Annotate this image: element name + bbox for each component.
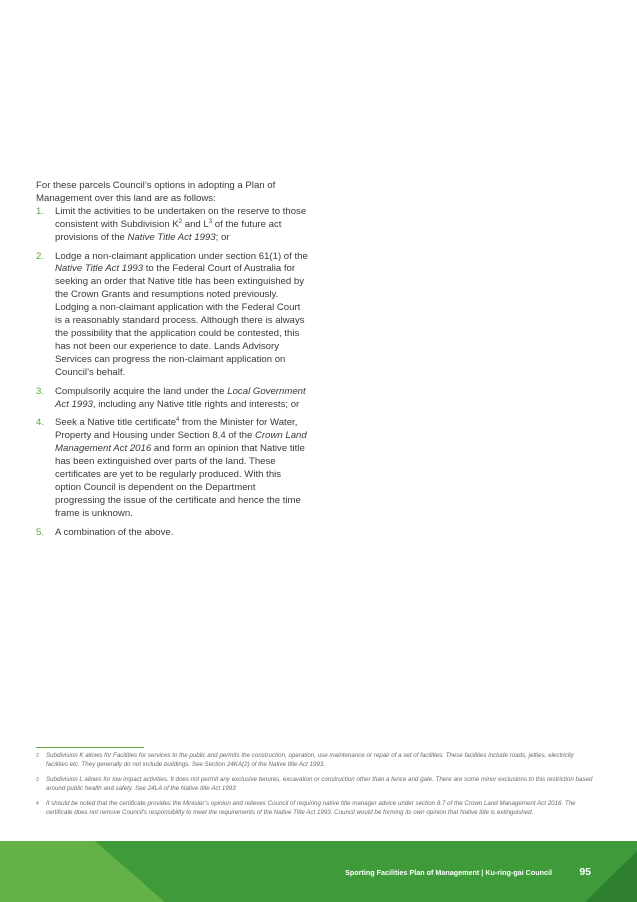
list-item-text: Lodge a non-claimant application under section 61(1) of the Native Title Act 1993 to the Federal Court of Australia for seeking an order that Native title has been extinguished by the Crown Grants and resumptions noted previously. Lodging a non-claimant application with the Federal Court is a reasonably standard process. Although there is always the possibility that the application could be contested, this has not been our experience to date. Lands Advisory Services can progress the non-claimant application on Council’s behalf. — [55, 250, 308, 378]
list-item-text: Limit the activities to be undertaken on the reserve to those consistent with Subdivision $K^2$ and $L^3$ of the future act provisions of the Native Title Act 1993; or — [55, 205, 307, 243]
list-number: 4. — [36, 417, 45, 429]
footnote-number: 2 — [36, 753, 39, 759]
list-number: 3. — [36, 385, 45, 397]
footnote — [36, 800, 596, 817]
list-item-text: A combination of the above. — [55, 526, 174, 538]
list-number: 5. — [36, 526, 45, 538]
options-list — [36, 206, 308, 540]
intro-paragraph: For these parcels Council’s options in adopting a Plan of Management over this land are as follows: — [36, 180, 276, 204]
list-item — [36, 527, 308, 540]
list-item-continuation: Lodging a non-claimant application with the Federal Court is a reasonably standard process. Although there is always the possibility that the application could be contested, this has not been our experience to date. Lands Advisory Services can progress the non-claimant application on Council’s behalf. — [55, 302, 305, 378]
list-item — [36, 386, 308, 412]
list-item — [36, 206, 308, 245]
main-content — [36, 180, 308, 546]
footnote-ref: 4 — [176, 417, 180, 424]
list-item — [36, 417, 308, 520]
page-footer — [0, 841, 637, 902]
list-item-text: Seek a Native title certificate$^4$ from the Minister for Water, Property and Housing under Section 8.4 of the Crown Land Management Act 2016 and form an opinion that Native title has been extinguished over parts of the land. These certificates are yet to be regularly produced. With this option Council is dependent on the Department progressing the issue of the certificate and hence the time frame is unknown. — [55, 417, 307, 519]
footnote-text: Subdivision K allows for Facilities for services to the public and permits the construction, operation, use maintenance or repair of a set of facilities. These facilities include roads, jetties, electricity facilities etc. They generally do not include buildings. See Section 24KA(2) of the Native title Act 1993. — [46, 752, 574, 768]
footnote-ref: 2 — [178, 218, 183, 225]
list-number: 2. — [36, 250, 45, 262]
list-number: 1. — [36, 205, 45, 217]
footnote — [36, 776, 596, 793]
footnote-divider — [36, 747, 144, 748]
footnote — [36, 752, 596, 769]
footnote-text: It should be noted that the certificate provides the Minister’s opinion and relieves Council of requiring native title manager advice under section 8.7 of the Crown Land Management Act 2016. The certificate does not remove Council’s responsibility to meet the requirements of the Native Title Act 1993. Council would be forming its own opinion that Native title is extinguished. — [46, 800, 576, 816]
list-item — [36, 251, 308, 380]
footnote-number: 3 — [36, 777, 39, 784]
footer-title: Sporting Facilities Plan of Management | Ku-ring-gai Council — [345, 868, 552, 877]
footnotes — [36, 752, 596, 825]
list-item-text: Compulsorily acquire the land under the Local Government Act 1993, including any Native title rights and interests; or — [55, 385, 306, 410]
footnote-number: 4 — [36, 801, 39, 808]
footnote-ref: 3 — [208, 218, 213, 225]
page-number: 95 — [579, 866, 591, 878]
footnote-text: Subdivision L allows for low impact activities. It does not permit any exclusive tenures, excavation or construction other than a fence and gate. There are some minor exclusions to this restriction based around public health and safety. See 24LA of the Native title Act 1993 — [46, 776, 593, 792]
